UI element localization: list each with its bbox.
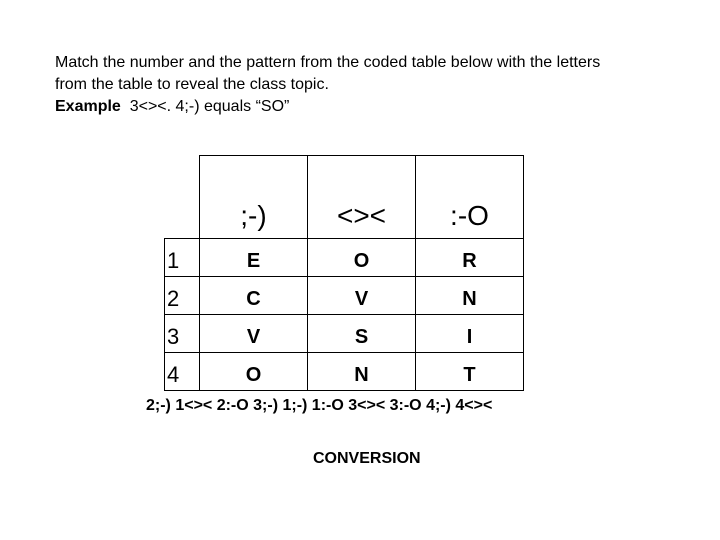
answer-text: CONVERSION: [313, 450, 421, 467]
instructions-line-1: Match the number and the pattern from the coded table below with the letters: [55, 54, 601, 71]
table-cell: O: [200, 353, 308, 391]
instructions-line-2: from the table to reveal the class topic.: [55, 76, 329, 93]
table-row: [165, 353, 524, 391]
row-number: 4: [165, 353, 200, 391]
table-cell: O: [308, 239, 416, 277]
example-text: 3<><. 4;-) equals “SO”: [129, 98, 290, 115]
row-number: 2: [165, 277, 200, 315]
header-fish: <><: [308, 156, 416, 239]
table-cell: V: [308, 277, 416, 315]
row-number: 1: [165, 239, 200, 277]
table-row: [165, 239, 524, 277]
header-wink: ;-): [200, 156, 308, 239]
coded-table: [164, 155, 524, 391]
table-row: [165, 315, 524, 353]
table-cell: E: [200, 239, 308, 277]
table-cell: C: [200, 277, 308, 315]
coded-message: 2;-) 1<>< 2:-O 3;-) 1;-) 1:-O 3<>< 3:-O 4;-) 4<><: [146, 397, 493, 414]
row-number: 3: [165, 315, 200, 353]
table-cell: T: [416, 353, 524, 391]
table-cell: N: [308, 353, 416, 391]
example-label: Example: [55, 98, 121, 115]
table-cell: N: [416, 277, 524, 315]
table-row: [165, 277, 524, 315]
table-cell: R: [416, 239, 524, 277]
table-cell: I: [416, 315, 524, 353]
instructions: [55, 52, 695, 118]
header-surprised: :-O: [416, 156, 524, 239]
table-corner-cell: [165, 156, 200, 239]
table-header-row: [165, 156, 524, 239]
table-cell: S: [308, 315, 416, 353]
table-cell: V: [200, 315, 308, 353]
example-line: [55, 96, 695, 118]
